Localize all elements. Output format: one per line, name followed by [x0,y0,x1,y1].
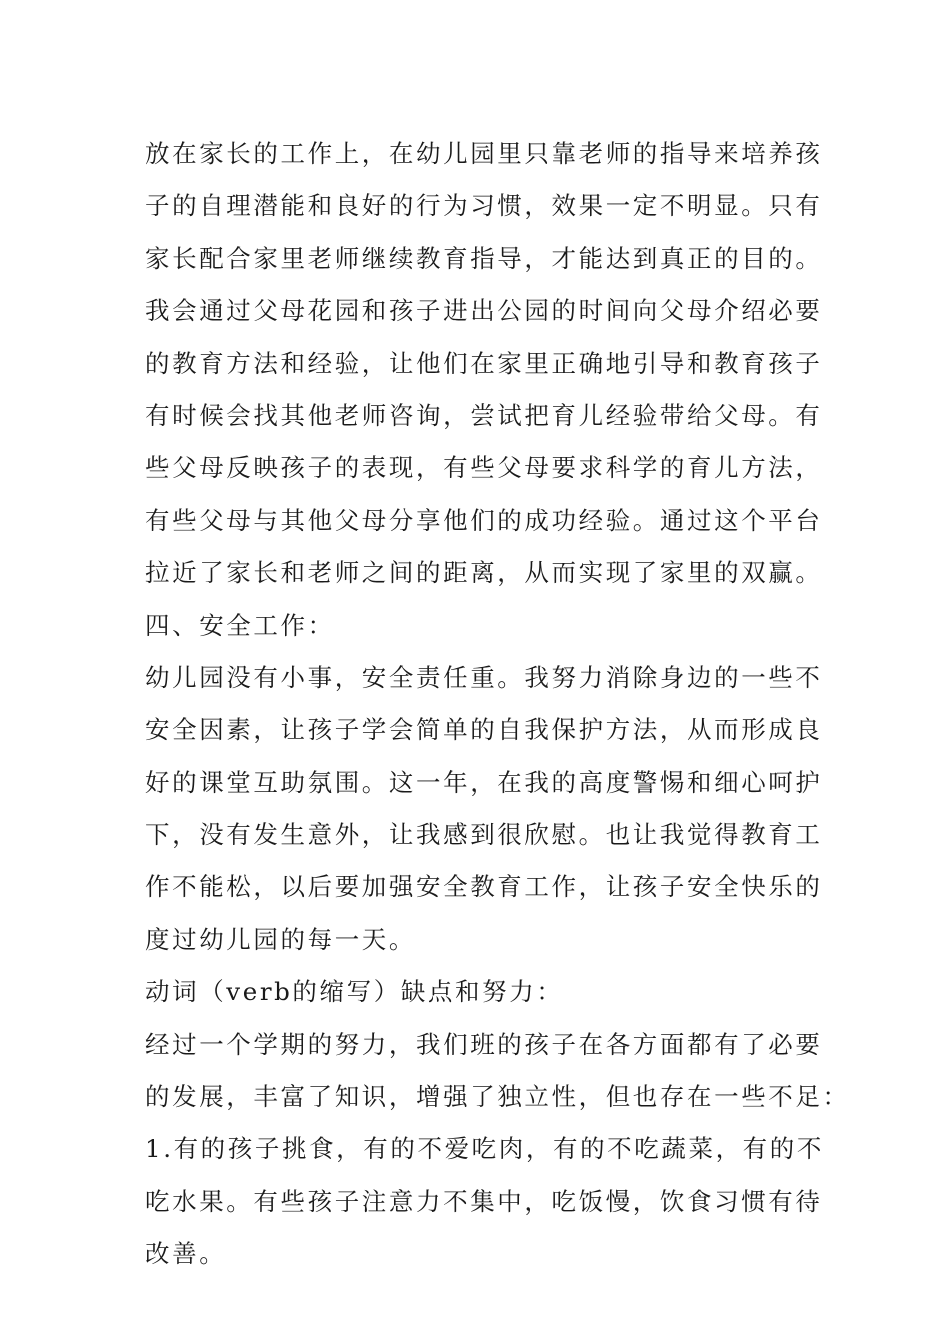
text-line: 好的课堂互助氛围。这一年，在我的高度警惕和细心呵护 [145,767,823,797]
text-line: 放在家长的工作上，在幼儿园里只靠老师的指导来培养孩 [145,139,823,168]
text-line: 安全因素，让孩子学会简单的自我保护方法，从而形成良 [145,715,823,745]
text-line: 经过一个学期的努力，我们班的孩子在各方面都有了必要 [145,1029,823,1059]
document-body [145,128,850,1281]
text-line: 幼儿园没有小事，安全责任重。我努力消除身边的一些不 [145,662,823,692]
text-line: 家长配合家里老师继续教育指导，才能达到真正的目的。 [145,243,823,273]
text-line: 的教育方法和经验，让他们在家里正确地引导和教育孩子 [145,348,823,378]
list-item-1: 1.有的孩子挑食，有的不爱吃肉，有的不吃蔬菜，有的不 [145,1134,824,1164]
text-line: 的发展，丰富了知识，增强了独立性，但也存在一些不足： [145,1082,850,1112]
text-line: 有时候会找其他老师咨询，尝试把育儿经验带给父母。有 [145,400,823,430]
text-line: 下，没有发生意外，让我感到很欣慰。也让我觉得教育工 [145,820,823,850]
text-line: 拉近了家长和老师之间的距离，从而实现了家里的双赢。 [145,558,823,588]
text-line: 作不能松，以后要加强安全教育工作，让孩子安全快乐的 [145,872,823,902]
text-line: 度过幼儿园的每一天。 [145,924,416,954]
text-line: 吃水果。有些孩子注意力不集中，吃饭慢，饮食习惯有待 [145,1186,823,1216]
text-line: 些父母反映孩子的表现，有些父母要求科学的育儿方法， [145,453,823,483]
section-heading-shortcomings: 动词（verb的缩写）缺点和努力： [145,977,564,1007]
text-line: 改善。 [145,1239,227,1269]
text-line: 子的自理潜能和良好的行为习惯，效果一定不明显。只有 [145,191,823,221]
section-heading-safety: 四、安全工作： [145,610,335,640]
text-line: 我会通过父母花园和孩子进出公园的时间向父母介绍必要 [145,296,823,326]
text-line: 有些父母与其他父母分享他们的成功经验。通过这个平台 [145,505,823,535]
